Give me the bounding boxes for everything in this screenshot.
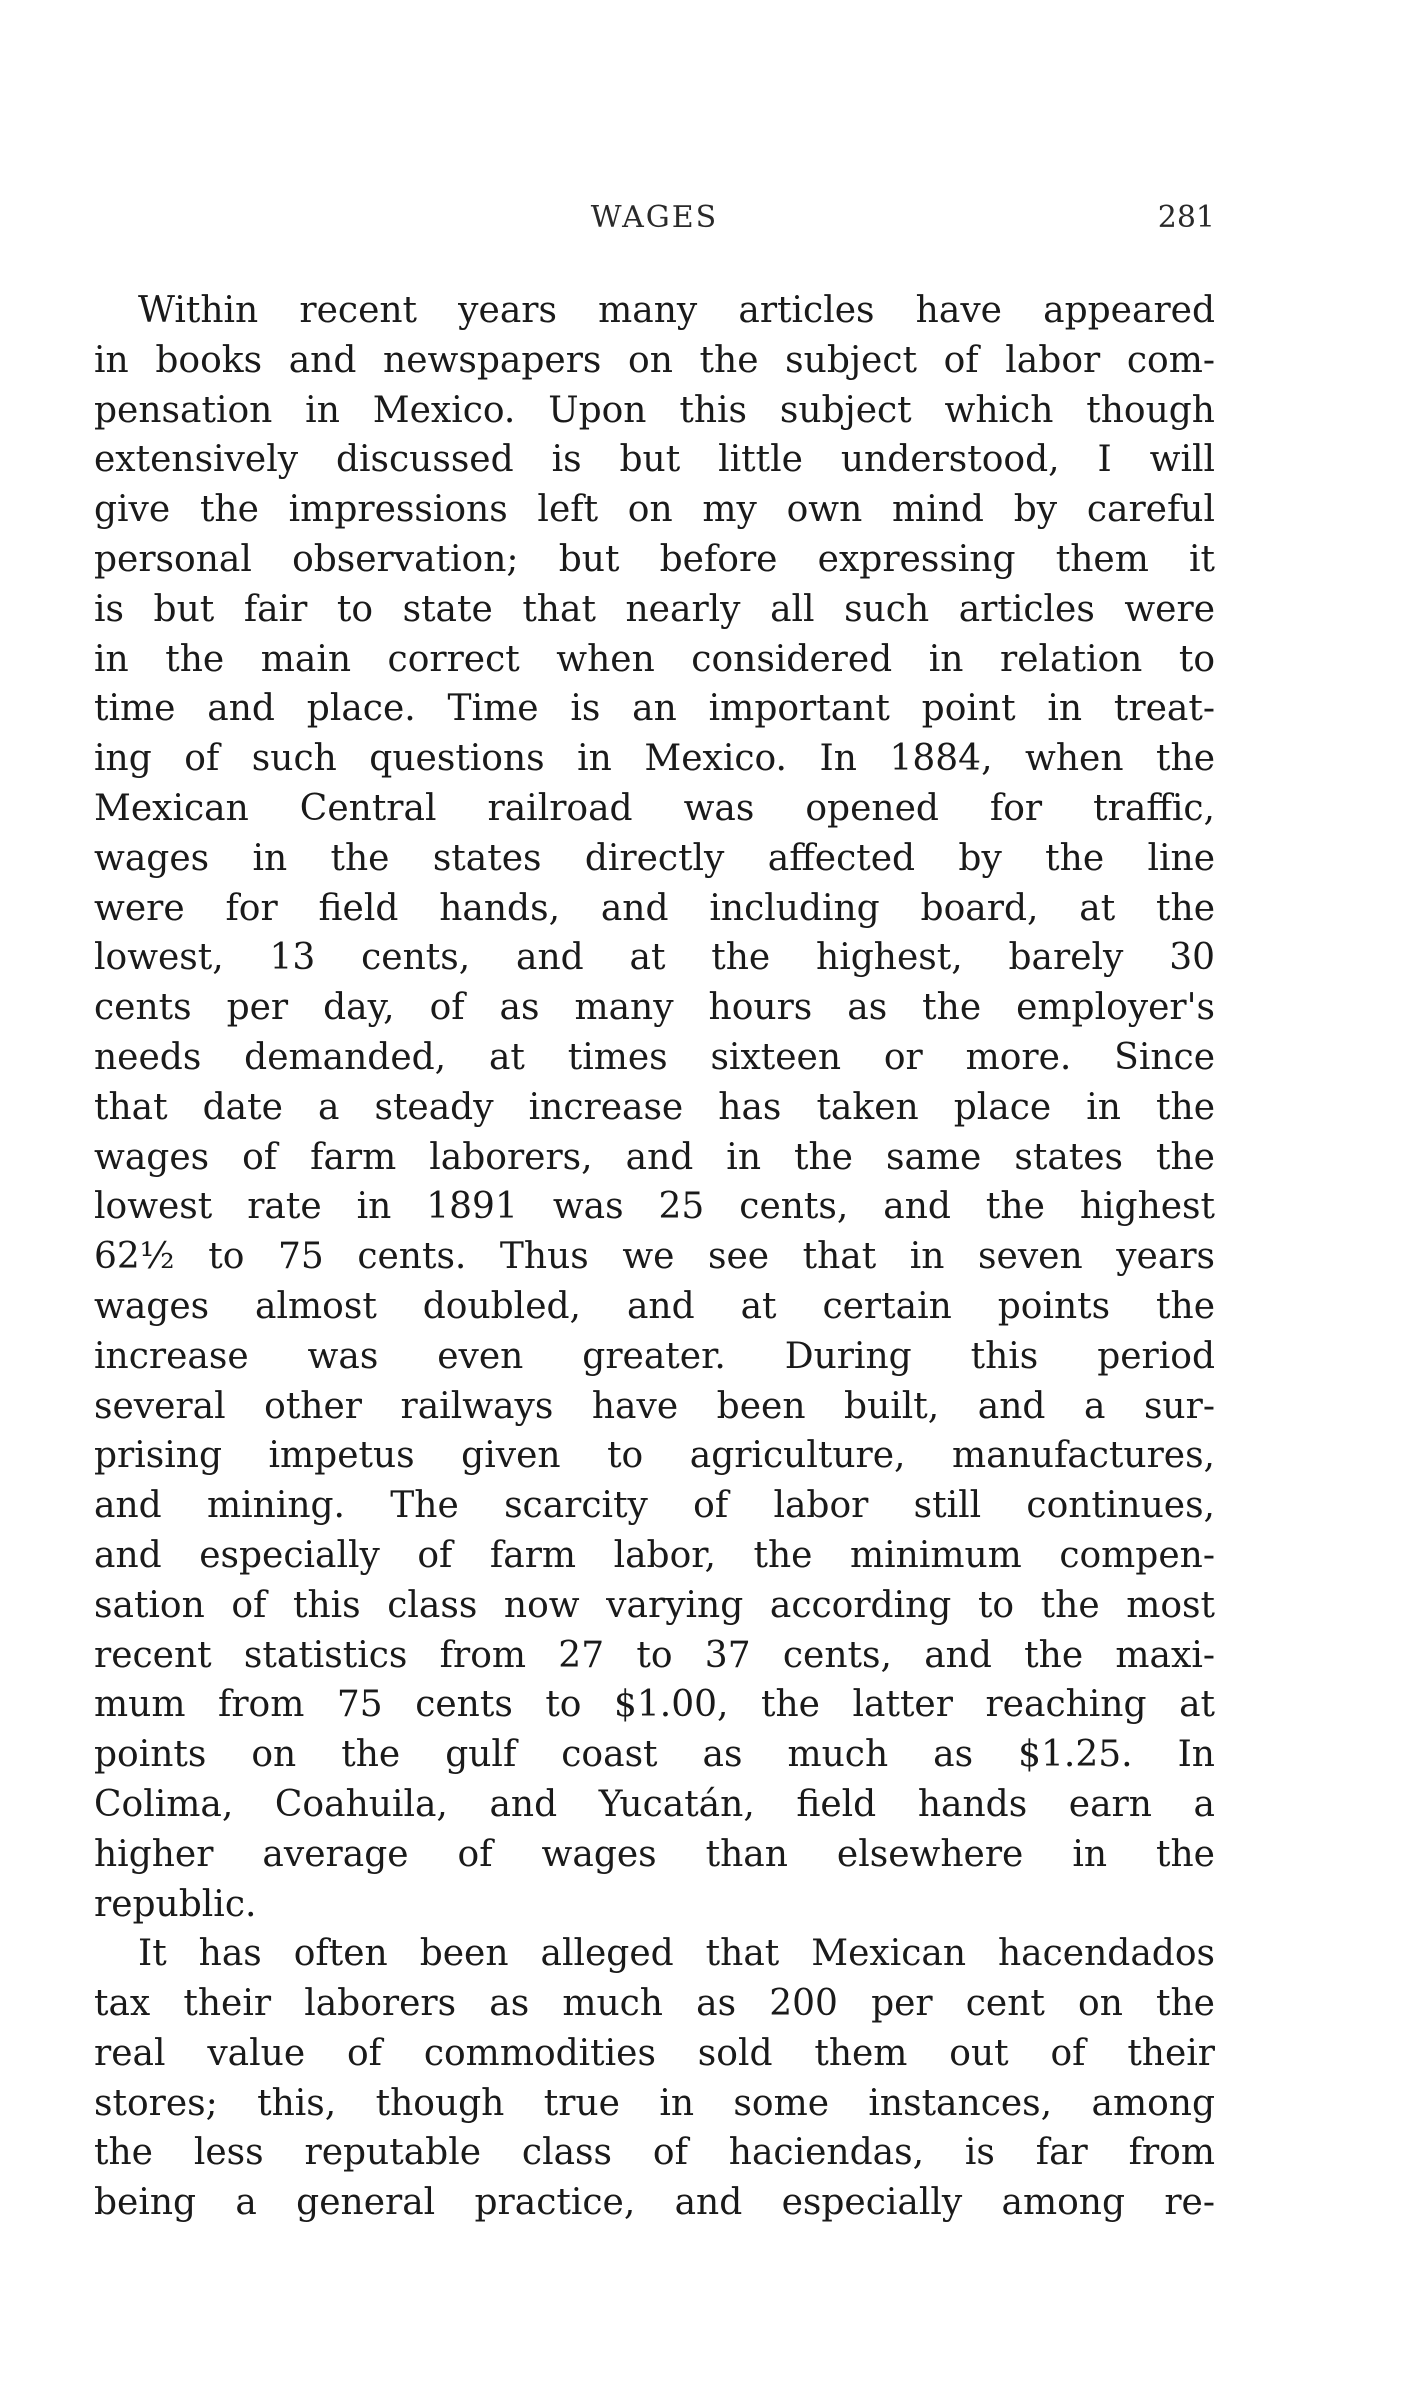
- paragraph-line: wages of farm laborers, and in the same states the: [94, 1136, 1215, 1178]
- paragraph-line: real value of commodities sold them out of their: [94, 2032, 1215, 2074]
- paragraph-line: being a general practice, and especially among re-: [94, 2182, 1215, 2224]
- paragraph-line: give the impressions left on my own mind by careful: [94, 489, 1215, 531]
- page-number: 281: [1157, 200, 1215, 235]
- running-title: WAGES: [590, 200, 719, 235]
- paragraph-line: the less reputable class of haciendas, is far from: [94, 2132, 1215, 2174]
- paragraph-line: time and place. Time is an important point in treat-: [94, 688, 1215, 730]
- paragraph-line: in books and newspapers on the subject of labor com-: [94, 339, 1215, 381]
- paragraph-line: personal observation; but before expressing them it: [94, 538, 1215, 580]
- paragraph-line: and especially of farm labor, the minimum compen-: [94, 1534, 1215, 1576]
- paragraph-line: cents per day, of as many hours as the employer's: [94, 987, 1215, 1029]
- paragraph-line: mum from 75 cents to $1.00, the latter reaching at: [94, 1684, 1215, 1726]
- paragraph-line: is but fair to state that nearly all such articles were: [94, 588, 1215, 630]
- paragraph-line: Colima, Coahuila, and Yucatán, field hands earn a: [94, 1783, 1215, 1825]
- paragraph-line: in the main correct when considered in relation to: [94, 638, 1215, 680]
- paragraph-line: republic.: [94, 1883, 257, 1925]
- paragraph-line: pensation in Mexico. Upon this subject which though: [94, 389, 1215, 431]
- paragraph-line: higher average of wages than elsewhere in the: [94, 1833, 1215, 1875]
- paragraph-line: were for field hands, and including board, at the: [94, 887, 1215, 929]
- paragraph-line: 62½ to 75 cents. Thus we see that in seven years: [94, 1236, 1215, 1278]
- paragraph-line: sation of this class now varying according to the most: [94, 1584, 1215, 1626]
- paragraph-line: lowest, 13 cents, and at the highest, barely 30: [94, 937, 1215, 979]
- paragraph-line: stores; this, though true in some instances, among: [94, 2082, 1215, 2124]
- paragraph-line: wages almost doubled, and at certain points the: [94, 1285, 1215, 1327]
- paragraph-line: needs demanded, at times sixteen or more. Since: [94, 1036, 1215, 1078]
- paragraph-line: points on the gulf coast as much as $1.25. In: [94, 1734, 1215, 1776]
- paragraph-line: It has often been alleged that Mexican hacendados: [138, 1933, 1215, 1975]
- paragraph-line: prising impetus given to agriculture, manufactures,: [94, 1435, 1215, 1477]
- paragraph-line: several other railways have been built, and a sur-: [94, 1385, 1215, 1427]
- paragraph-line: Within recent years many articles have appeared: [138, 290, 1215, 331]
- paragraph-line: lowest rate in 1891 was 25 cents, and the highest: [94, 1186, 1215, 1228]
- paragraph-line: Mexican Central railroad was opened for traffic,: [94, 787, 1215, 829]
- page-header: [94, 200, 1215, 240]
- paragraph-line: that date a steady increase has taken place in the: [94, 1086, 1215, 1128]
- paragraph-line: ing of such questions in Mexico. In 1884, when the: [94, 738, 1215, 780]
- paragraph-line: increase was even greater. During this period: [94, 1335, 1215, 1377]
- paragraph-line: recent statistics from 27 to 37 cents, and the maxi-: [94, 1634, 1215, 1676]
- paragraph-line: extensively discussed is but little understood, I will: [94, 439, 1215, 481]
- body-text: [94, 286, 1215, 2228]
- paragraph-line: tax their laborers as much as 200 per cent on the: [94, 1983, 1215, 2025]
- paragraph-line: wages in the states directly affected by the line: [94, 837, 1215, 879]
- paragraph-line: and mining. The scarcity of labor still continues,: [94, 1485, 1215, 1527]
